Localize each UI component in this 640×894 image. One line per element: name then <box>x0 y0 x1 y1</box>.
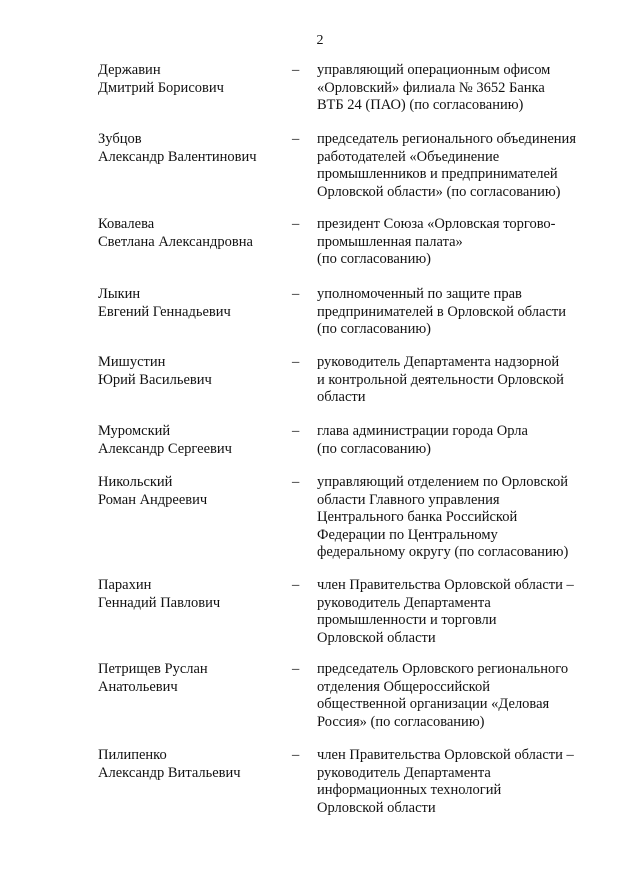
name-line: Парахин <box>98 577 152 593</box>
name-line: Юрий Васильевич <box>98 371 212 388</box>
name-line: Никольский <box>98 474 173 490</box>
role-line: Федерации по Центральному <box>317 526 498 543</box>
role-line: «Орловский» филиала № 3652 Банка <box>317 79 545 96</box>
name-line: Светлана Александровна <box>98 233 253 250</box>
role-line: уполномоченный по защите прав <box>317 286 522 302</box>
name-line: Пилипенко <box>98 747 167 763</box>
dash-separator: – <box>292 474 300 490</box>
member-name <box>98 474 278 509</box>
name-line: Мишустин <box>98 354 166 370</box>
name-line: Ковалева <box>98 216 155 232</box>
member-name <box>98 286 278 321</box>
member-role <box>317 286 607 339</box>
member-role <box>317 661 607 731</box>
name-line: Дмитрий Борисович <box>98 79 224 96</box>
role-line: член Правительства Орловской области – <box>317 577 574 593</box>
role-line: (по согласованию) <box>317 321 431 337</box>
role-line: информационных технологий <box>317 782 502 798</box>
dash-separator: – <box>292 216 300 232</box>
role-line: руководитель Департамента <box>317 764 491 781</box>
member-name <box>98 62 278 97</box>
name-line: Александр Витальевич <box>98 764 241 781</box>
dash-separator: – <box>292 747 300 763</box>
member-role <box>317 216 607 269</box>
member-name <box>98 216 278 251</box>
role-line: Орловской области <box>317 629 436 646</box>
name-line: Муромский <box>98 423 171 439</box>
name-line: Державин <box>98 62 161 78</box>
role-line: руководитель Департамента <box>317 594 491 611</box>
role-line: председатель регионального объединения <box>317 131 576 147</box>
dash-separator: – <box>292 661 300 677</box>
role-line: руководитель Департамента надзорной <box>317 354 560 370</box>
role-line: управляющий операционным офисом <box>317 62 551 78</box>
name-line: Александр Валентинович <box>98 148 257 165</box>
member-name <box>98 354 278 389</box>
role-line: глава администрации города Орла <box>317 423 528 439</box>
name-line: Петрищев Руслан <box>98 661 208 677</box>
dash-separator: – <box>292 62 300 78</box>
member-name <box>98 131 278 166</box>
member-name <box>98 423 278 458</box>
role-line: промышленности и торговли <box>317 612 497 628</box>
name-line: Анатольевич <box>98 678 178 695</box>
member-role <box>317 423 607 458</box>
dash-separator: – <box>292 577 300 593</box>
name-line: Лыкин <box>98 286 141 302</box>
member-name <box>98 661 278 696</box>
role-line: промышленная палата» <box>317 233 463 250</box>
member-name <box>98 747 278 782</box>
name-line: Геннадий Павлович <box>98 594 221 611</box>
role-line: федеральному округу (по согласованию) <box>317 544 569 560</box>
role-line: области Главного управления <box>317 491 500 508</box>
page-number: 2 <box>316 33 324 48</box>
role-line: работодателей «Объединение <box>317 148 500 165</box>
role-line: Центрального банка Российской <box>317 509 518 525</box>
member-role <box>317 62 607 115</box>
role-line: президент Союза «Орловская торгово- <box>317 216 556 232</box>
member-role <box>317 474 607 562</box>
role-line: председатель Орловского регионального <box>317 661 569 677</box>
role-line: предпринимателей в Орловской области <box>317 303 566 320</box>
role-line: общественной организации «Деловая <box>317 696 550 712</box>
member-role <box>317 577 607 647</box>
dash-separator: – <box>292 131 300 147</box>
member-role <box>317 354 607 407</box>
role-line: Орловской области <box>317 799 436 816</box>
member-name <box>98 577 278 612</box>
role-line: и контрольной деятельности Орловской <box>317 371 564 388</box>
name-line: Евгений Геннадьевич <box>98 303 231 320</box>
role-line: промышленников и предпринимателей <box>317 166 558 182</box>
dash-separator: – <box>292 423 300 439</box>
name-line: Роман Андреевич <box>98 491 208 508</box>
role-line: ВТБ 24 (ПАО) (по согласованию) <box>317 97 524 113</box>
dash-separator: – <box>292 286 300 302</box>
name-line: Александр Сергеевич <box>98 440 232 457</box>
dash-separator: – <box>292 354 300 370</box>
role-line: отделения Общероссийской <box>317 678 490 695</box>
name-line: Зубцов <box>98 131 142 147</box>
member-role <box>317 747 607 817</box>
role-line: области <box>317 389 366 405</box>
role-line: Россия» (по согласованию) <box>317 713 485 730</box>
role-line: управляющий отделением по Орловской <box>317 474 569 490</box>
role-line: член Правительства Орловской области – <box>317 747 574 763</box>
member-role <box>317 131 607 201</box>
role-line: (по согласованию) <box>317 251 431 267</box>
role-line: Орловской области» (по согласованию) <box>317 183 561 200</box>
role-line: (по согласованию) <box>317 440 431 457</box>
